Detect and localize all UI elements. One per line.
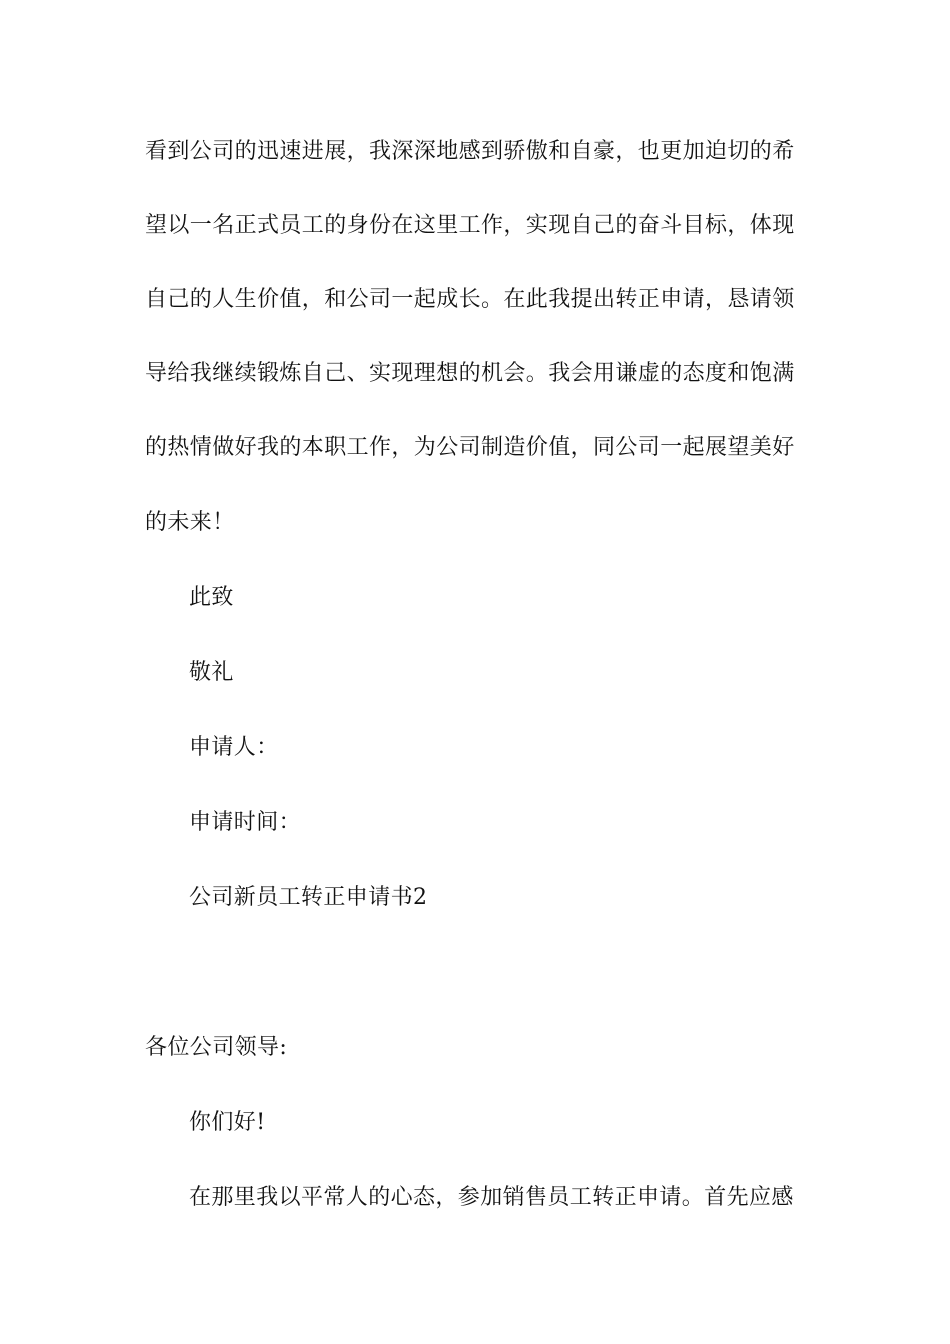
closing-jingli: 敬礼	[189, 660, 234, 685]
date-label: 申请时间：	[189, 810, 302, 835]
paragraph-line: 导给我继续锻炼自己、实现理想的机会。我会用谦虚的态度和饱满	[145, 361, 795, 386]
paragraph-line: 的未来！	[145, 510, 235, 535]
salutation: 各位公司领导:	[145, 1035, 288, 1060]
section-title: 公司新员工转正申请书2	[189, 885, 428, 910]
paragraph-line: 望以一名正式员工的身份在这里工作，实现自己的奋斗目标，体现	[145, 213, 795, 238]
paragraph-line: 的热情做好我的本职工作，为公司制造价值，同公司一起展望美好	[145, 435, 795, 460]
greeting: 你们好!	[189, 1110, 266, 1135]
paragraph-line: 看到公司的迅速进展，我深深地感到骄傲和自豪，也更加迫切的希	[145, 139, 795, 164]
paragraph-line: 自己的人生价值，和公司一起成长。在此我提出转正申请，恳请领	[145, 287, 795, 312]
applicant-label: 申请人：	[189, 735, 279, 760]
closing-cizhi: 此致	[189, 585, 234, 610]
paragraph-line: 在那里我以平常人的心态，参加销售员工转正申请。首先应感	[189, 1185, 794, 1210]
